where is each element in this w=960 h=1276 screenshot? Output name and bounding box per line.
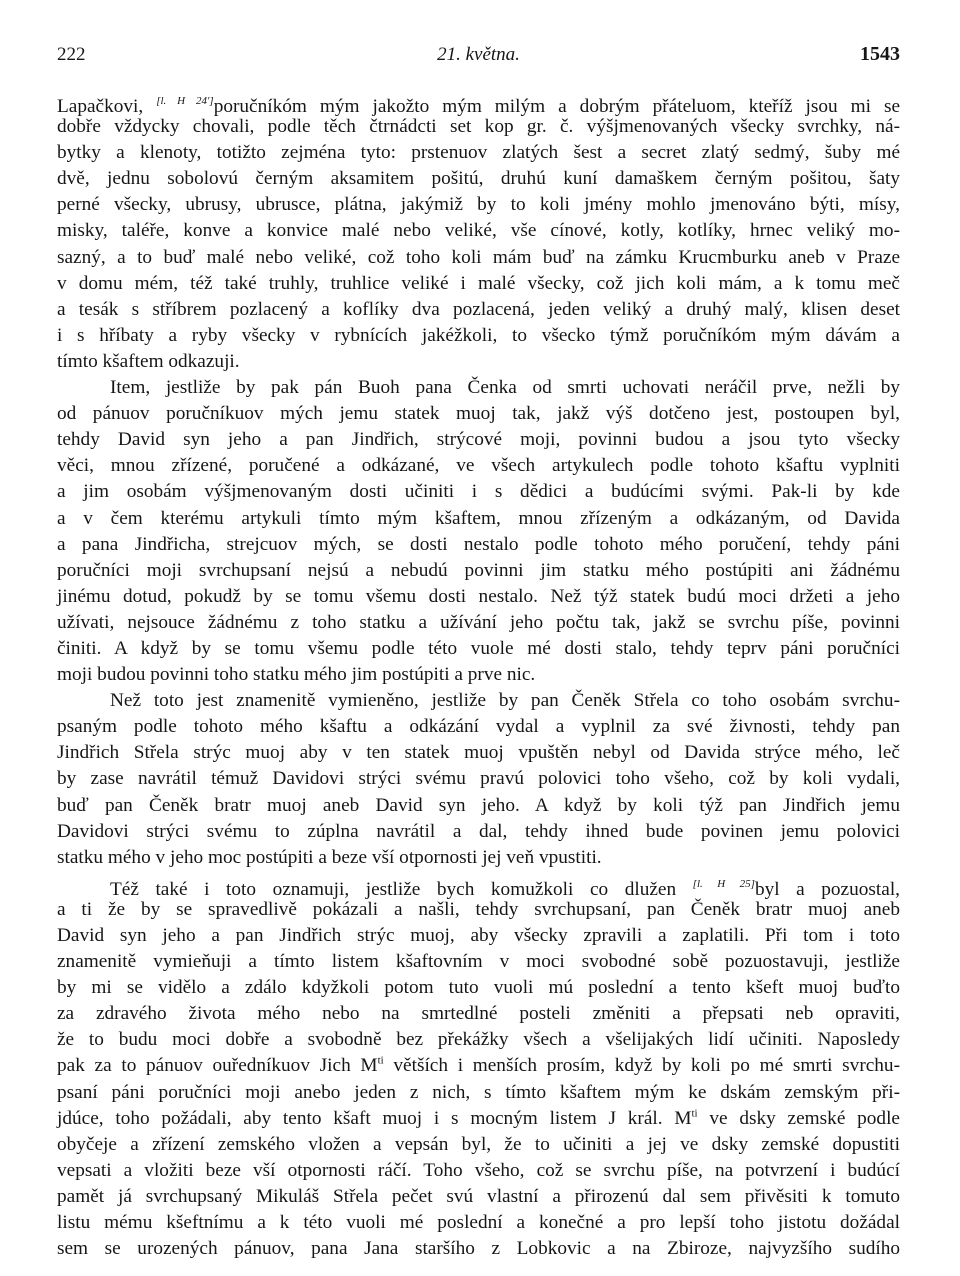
year-label: 1543 [860,43,900,65]
text-line: znamenitě vymieňuji a tímto listem kšaftovním v moci svobodné sobě pozuostavuji, jestliže [57,951,900,973]
line-text-start: Lapačkovi, [57,96,157,117]
line-text-end: větších i menších prosím, když by koli po mé smrti svrchu- [383,1055,900,1077]
text-line: vepsati a vložiti beze vší otpornosti ráčí. Toho všeho, což se svrchu píše, na potvrzení i budúcí [57,1159,900,1181]
text-line: sem se urozených pánuov, pana Jana staršího z Lobkovic a na Zbiroze, najvyzšího sudího [57,1238,900,1260]
running-head-date: 21. května. [437,44,520,65]
text-line: Item, jestliže by pak pán Buoh pana Čenka od smrti uchovati neráčil prve, nežli by [110,377,900,399]
text-line: statku mého v jeho moc postúpiti a beze vší otpornosti jej veň vpustiti. [57,846,602,868]
text-line: činiti. A když by se tomu všemu podle této vuole mé dosti stalo, tehdy teprv páni poručníci [57,637,900,659]
text-line: poručníci moji svrchupsaní nejsú a nebudú povinni jim statku mého postúpiti ani žádnému [57,559,900,581]
text-line: moji budou povinni toho statku mého jim postúpiti a prve nic. [57,664,536,686]
text-line: a v čem kterému artykuli tímto mým kšaftem, mnou zřízeným a odkázaným, od Davida [57,507,900,529]
text-line: od pánuov poručníkuov mých jemu statek muoj tak, jakž výš dotčeno jest, postoupen byl, [57,403,900,425]
text-line: misky, taléře, konve a konvice malé nebo veliké, vše cínové, kotly, kotlíky, hrnec veliký mo- [57,220,900,242]
text-line: by zase navrátil témuž Davidovi strýci svému pravú polovici toho všeho, což by koli vydali, [57,768,900,790]
text-line: a jim osobám výšjmenovaným dosti učiniti i s dědici a budúcími svými. Pak-li by kde [57,481,900,503]
line-text-end: ve dsky zemské podle [697,1107,900,1129]
text-line: věci, mnou zřízené, poručené a odkázané, ve všech artykulech podle tohoto kšaftu vyplniti [57,455,900,477]
text-line: perné všecky, ubrusy, ubrusce, plátna, jakýmiž by to koli jmény mohlo jmenováno býti, mísy, [57,194,900,216]
text-line: buď pan Čeněk bratr muoj aneb David syn jeho. A když by koli týž pan Jindřich jemu [57,794,900,816]
folio-reference: [l. H 25] [692,877,755,890]
text-line: psaným podle tohoto mého kšaftu a odkázání vydal a vyplnil za své živnosti, tehdy pan [57,716,900,738]
superscript: ti [377,1055,384,1068]
text-line: v domu mém, též také truhly, truhlice veliké i malé všecky, což jich koli mám, a k tomu meč [57,272,900,294]
line-text-end: byl a pozuostal, [754,878,900,900]
text-line: a ti že by se spravedlivě pokázali a našli, tehdy svrchupsaní, pan Čeněk bratr muoj aneb [57,898,900,920]
text-line: Jindřich Střela strýc muoj aby v ten statek muoj vpuštěn nebyl od Davida strýce mého, leč [57,742,900,764]
line-text-end: poručníkóm mým jakožto mým milým a dobrým přáteluom, kteříž jsou mi se [213,96,901,117]
line-text-start: Též také i toto oznamuji, jestliže bych komužkoli co dlužen [110,878,693,900]
text-line: David syn jeho a pan Jindřich strýc muoj, aby všecky zpravili a zaplatili. Při tom i toto [57,925,900,946]
folio-reference: [l. H 24'] [156,95,214,107]
text-line [57,871,900,900]
superscript: ti [691,1107,698,1120]
text-line: a pana Jindřicha, strejcuov mých, se dosti nestalo podle tohoto mého poručení, tehdy páni [57,533,900,555]
text-line: listu mému kšeftnímu a k této vuoli mé poslední a konečné a pro lepší toho jistotu dožádal [57,1212,900,1234]
text-line: psaní páni poručníci moji anebo jeden z nich, s tímto kšaftem mým ke dskám zemským při- [57,1081,900,1103]
text-line [57,88,901,117]
text-line: Než toto jest znamenitě vymieněno, jestliže by pan Čeněk Střela co toho osobám svrchu- [110,690,900,712]
text-line: by mi se vidělo a zdálo kdyžkoli potom tuto vuoli mú poslední a tento kšeft muoj buďto [57,977,900,999]
text-line: Davidovi strýci svému to zúplna navrátil a dal, tehdy ihned bude povinen jemu polovici [57,820,900,842]
text-line: obyčeje a zřízení zemského vložen a vepsán byl, že to učiniti a jej ve dsky zemské dopustiti [57,1133,900,1155]
text-line [57,1106,900,1132]
page-number: 222 [57,44,86,65]
line-text-start: jdúce, toho požádali, aby tento kšaft muoj i s mocným listem J král. M [57,1107,692,1129]
text-line: tímto kšaftem odkazuji. [57,350,240,372]
text-line: užívati, nejsouce žádnému z toho statku a užívání jeho počtu tak, jakž se svrchu píše, povinni [57,611,900,633]
text-line: sazný, a to buď malé nebo veliké, což toho koli mám buď na zámku Krucmburku aneb v Praze [57,246,900,268]
text-line: pamět já svrchupsaný Mikuláš Střela pečet svú vlastní a přirozenú dal sem přivěsiti k tomuto [57,1185,900,1207]
text-line: za zdravého života mého nebo na smrtedlné posteli změniti a přepsati neb opraviti, [57,1003,900,1025]
text-line: bytky a klenoty, totižto zejména tyto: prstenuov zlatých šest a secret zlatý sedmý, šuby mé [57,142,900,164]
text-line: a tesák s stříbrem pozlacený a koflíky dva pozlacená, jeden veliký a druhý malý, klisen deset [57,298,900,320]
text-line: jinému dotud, pokudž by se tomu všemu dosti nestalo. Než týž statek budú moci držeti a jeho [57,585,900,607]
text-line: dobře vždycky chovali, podle těch čtrnádcti set kop gr. č. výšjmenovaných všecky svrchky, ná- [57,116,900,138]
text-line: že to budu moci dobře a svobodně bez překážky všech a všelijakých lidí učiniti. Naposledy [57,1029,900,1051]
text-line: i s hříbaty a ryby všecky v rybnících jakéžkoli, to všecko týmž poručníkóm mým dávám a [57,324,900,346]
page-header [57,40,900,70]
text-line: dvě, jednu sobolovú černým aksamitem pošitú, druhú kuní damaškem černým pošitou, šaty [57,168,900,190]
document-body [57,88,900,1262]
text-line: tehdy David syn jeho a pan Jindřich, strýcové moji, povinni budou a jsou tyto všecky [57,429,900,451]
text-line [57,1053,900,1079]
line-text-start: pak za to pánuov ouředníkuov Jich M [57,1055,378,1077]
